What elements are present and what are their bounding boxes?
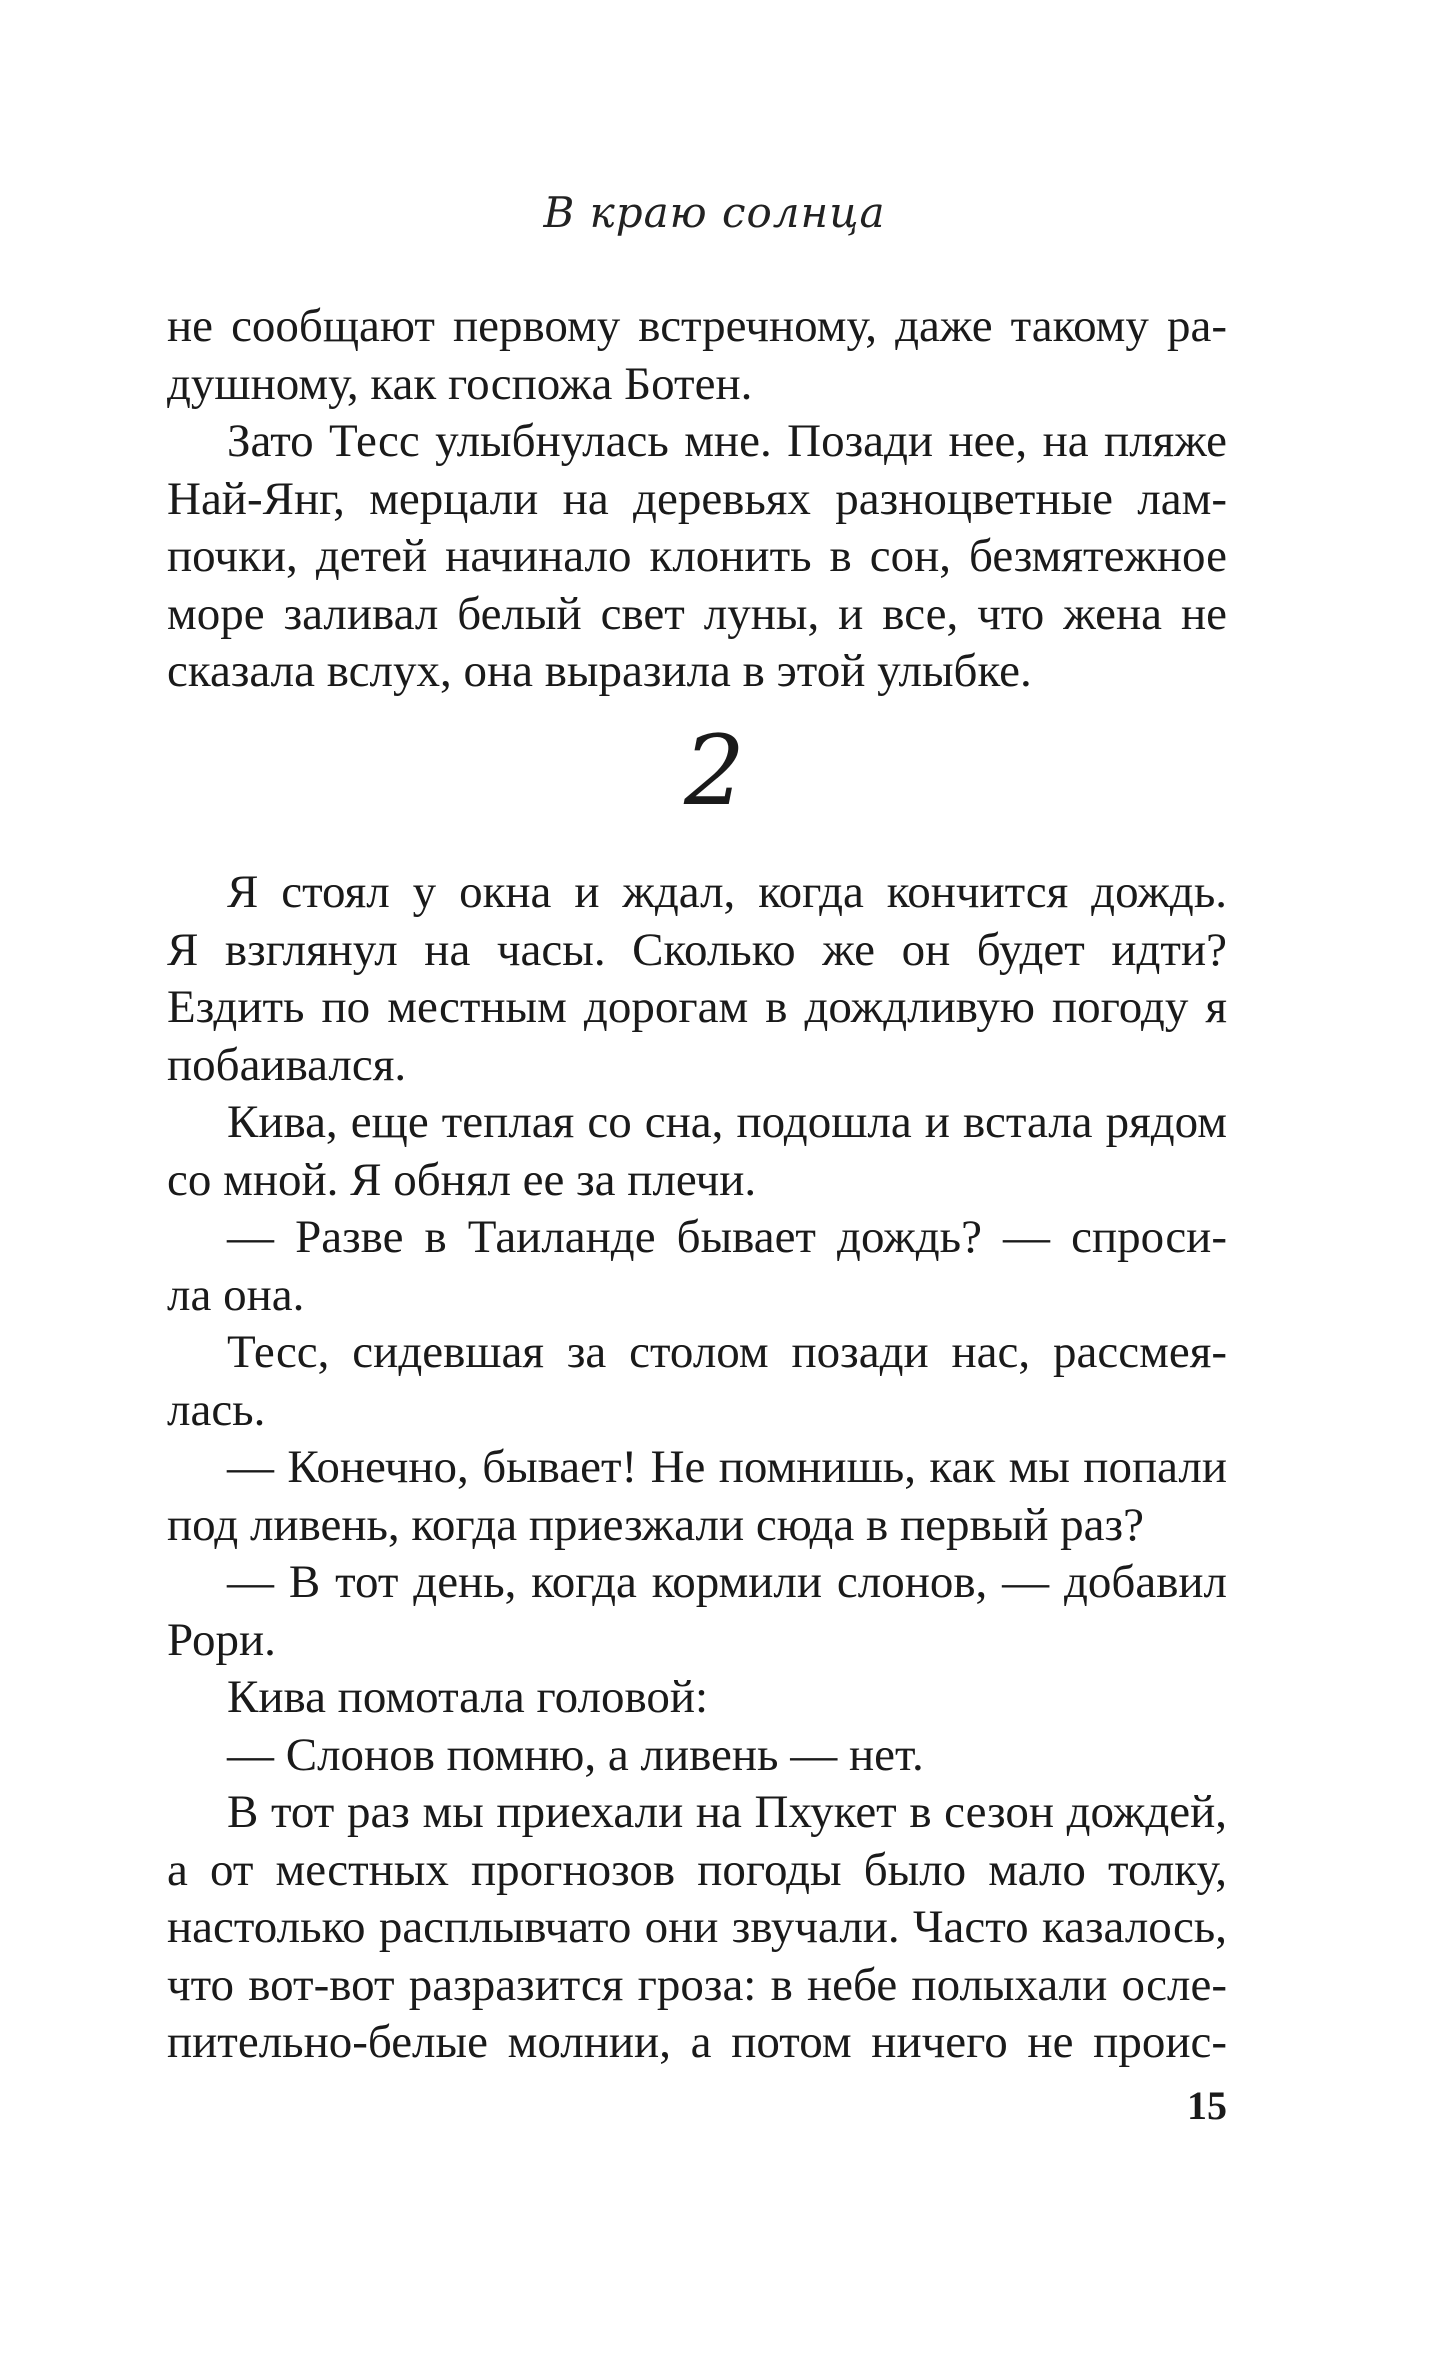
running-head: В краю солнца bbox=[543, 188, 886, 237]
text-line: пительно-белые молнии, а потом ничего не проис- bbox=[167, 2016, 1227, 2068]
text-line: а от местных прогнозов погоды было мало толку, bbox=[167, 1843, 1227, 1896]
text-line: — Конечно, бывает! Не помнишь, как мы попали bbox=[227, 1441, 1227, 1493]
text-line: Кива помотала головой: bbox=[227, 1671, 709, 1723]
text-line: почки, детей начинало клонить в сон, безмятежное bbox=[167, 530, 1227, 582]
text-line: побаивался. bbox=[167, 1038, 407, 1091]
text-line: настолько расплывчато они звучали. Часто казалось, bbox=[167, 1901, 1227, 1953]
text-line: ла она. bbox=[167, 1268, 305, 1321]
text-line: Кива, еще теплая со сна, подошла и встала рядом bbox=[227, 1096, 1227, 1148]
chapter-number: 2 bbox=[683, 715, 746, 827]
text-line: лась. bbox=[167, 1383, 266, 1436]
text-block-main bbox=[167, 864, 1227, 2072]
text-line: со мной. Я обнял ее за плечи. bbox=[167, 1153, 757, 1206]
text-block-top bbox=[167, 298, 1227, 701]
text-line: под ливень, когда приезжали сюда в первый раз? bbox=[167, 1498, 1144, 1551]
text-line: сказала вслух, она выразила в этой улыбке. bbox=[167, 645, 1032, 697]
text-line: Я взглянул на часы. Сколько же он будет идти? bbox=[167, 923, 1227, 976]
text-line: — Слонов помню, а ливень — нет. bbox=[227, 1728, 924, 1781]
text-line: — Разве в Таиланде бывает дождь? — спроси- bbox=[227, 1211, 1227, 1263]
text-line: Рори. bbox=[167, 1613, 276, 1666]
text-line: Ездить по местным дорогам в дождливую погоду я bbox=[167, 981, 1227, 1033]
text-line: Тесс, сидевшая за столом позади нас, рассмея- bbox=[227, 1326, 1227, 1378]
text-line: — В тот день, когда кормили слонов, — добавил bbox=[227, 1556, 1227, 1608]
text-line: море заливал белый свет луны, и все, что жена не bbox=[167, 587, 1227, 640]
text-line: душному, как госпожа Ботен. bbox=[167, 357, 753, 410]
text-line: Зато Тесс улыбнулась мне. Позади нее, на пляже bbox=[227, 415, 1227, 467]
page-number: 15 bbox=[1187, 2083, 1227, 2128]
text-line: не сообщают первому встречному, даже такому ра- bbox=[167, 300, 1227, 352]
text-line: Най-Янг, мерцали на деревьях разноцветные лам- bbox=[167, 472, 1227, 525]
text-line: В тот раз мы приехали на Пхукет в сезон дождей, bbox=[227, 1786, 1227, 1838]
text-line: что вот-вот разразится гроза: в небе полыхали осле- bbox=[167, 1958, 1227, 2011]
text-line: Я стоял у окна и ждал, когда кончится дождь. bbox=[227, 866, 1227, 918]
